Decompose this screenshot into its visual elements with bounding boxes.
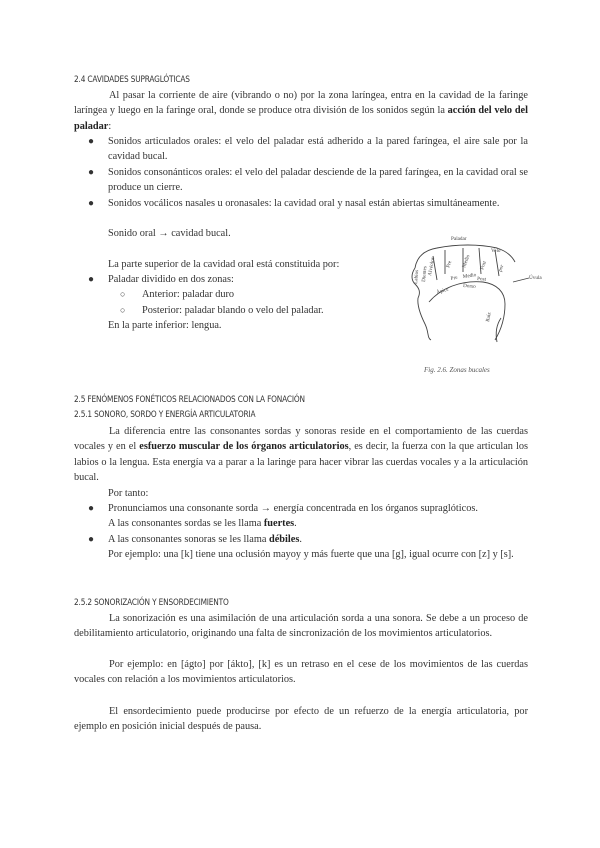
example-paragraph: Por ejemplo: en [ágto] por [ákto], [k] es un retraso en el cese de los movimientos de las cuerdas vocales con relación a los movimientos articulatorios. (74, 659, 528, 686)
energy-paragraph (74, 424, 528, 486)
section-heading-2-4: 2.4 CAVIDADES SUPRAGLÓTICAS (74, 75, 190, 85)
fuertes-bold: fuertes (263, 518, 295, 530)
intro-colon: : (108, 120, 112, 132)
bullet-icon: ● (88, 136, 95, 147)
list-item (74, 532, 562, 547)
section-heading-2-5: 2.5 FENÓMENOS FONÉTICOS RELACIONADOS CON LA FONACIÓN (74, 395, 305, 405)
oral-line: Sonido oral → cavidad bucal. (108, 228, 231, 239)
articulation-list (74, 134, 528, 211)
uvula-pointer (513, 278, 529, 282)
list-item-text: Sonidos vocálicos nasales u oronasales: la cavidad oral y nasal están abiertas simultáneamente. (108, 197, 500, 209)
sonorization-paragraph: La sonorización es una asimilación de una articulación sorda a una sonora. Se debe a un proceso de debilitamiento articulatorio, originando una falta de sincronización de los movimientos articulatorios. (74, 613, 528, 640)
sub-list-item (108, 287, 408, 302)
circle-bullet-icon: ○ (120, 304, 126, 315)
bullet-icon: ● (88, 197, 95, 209)
label-labios: Labios (413, 269, 421, 285)
intro-text: Al pasar la corriente de aire (vibrando o no) por la zona laríngea, entra en la cavidad de la faringe laríngea y luego en la faringe oral, donde se produce otra división de los sonidos según la (74, 90, 528, 117)
debiles-bold: débiles (269, 533, 300, 545)
energy-text: La diferencia entre las consonantes sordas y sonoras reside en el comportamiento de las cuerdas vocales y en el (74, 426, 528, 453)
sub-list-item-text: Anterior: paladar duro (142, 289, 235, 301)
list-item (74, 196, 528, 211)
lower-part-line: En la parte inferior: lengua. (108, 320, 222, 331)
label-por: por (497, 264, 506, 273)
list-item-text: Sonidos articulados orales: el velo del paladar está adherido a la pared faríngea, el aire sale por la cavidad bucal. (108, 136, 528, 163)
bullet-icon: ● (88, 503, 95, 514)
sub-list-item-text: Posterior: paladar blando o velo del paladar. (142, 304, 324, 316)
bullet-icon: ● (88, 274, 95, 285)
circle-bullet-icon: ○ (120, 289, 126, 300)
label-apice: Ápice (435, 286, 450, 296)
mouth-zones-diagram (405, 222, 545, 362)
list-item (74, 516, 562, 531)
sub-list-item (108, 303, 408, 318)
label-paladar: Paladar (451, 236, 467, 242)
lower-jaw-outline (418, 298, 431, 340)
devoicing-paragraph: El ensordecimiento puede producirse por efecto de un refuerzo de la energía articulatoria, por ejemplo en posición inicial después de pausa. (74, 706, 528, 733)
energy-bold: esfuerzo muscular de los órganos articulatorios (139, 441, 349, 453)
bullet-icon: ● (88, 533, 95, 545)
label-post-lengua: Post (476, 276, 487, 283)
por-tanto-line: Por tanto: (108, 488, 149, 499)
intro-paragraph (74, 88, 528, 134)
list-item (74, 165, 528, 196)
energy-text-end: , es decir, la fuerza con la que articulan los labios o la lengua. Esta energía va a parar a la laringe para hacer vibrar las cuerdas vocales y a la articulación bucal. (74, 441, 528, 484)
label-velo: Velo (491, 248, 501, 254)
list-item-text: Sonidos consonánticos orales: el velo del paladar desciende de la pared faríngea, en la cavidad oral se produce un cierre. (108, 166, 528, 194)
intro-bold: acción del velo del paladar (74, 105, 528, 132)
figure-caption: Fig. 2.6. Zonas bucales (424, 366, 490, 374)
label-dorso: Dorso (462, 283, 476, 290)
upper-part-line: La parte superior de la cavidad oral está constituida por: (108, 259, 340, 270)
label-uvula: Úvula (529, 275, 542, 281)
subsection-heading-2-5-2: 2.5.2 SONORIZACIÓN Y ENSORDECIMIENTO (74, 598, 229, 608)
debiles-text: A las consonantes sonoras se les llama (108, 533, 269, 545)
fuertes-text: A las consonantes sordas se les llama (108, 518, 264, 530)
label-pre-lengua: Pre (450, 274, 459, 282)
label-post: Post (479, 260, 488, 271)
bullet-icon: ● (88, 166, 95, 178)
list-item (74, 134, 528, 165)
label-pre: Pre (445, 260, 454, 269)
fuertes-period: . (294, 518, 297, 530)
label-alveolos: Alvéolos (427, 256, 437, 277)
example-text: Por ejemplo: una [k] tiene una oclusión mayoy y más fuerte que una [g], igual ocurre con [z] y [s]. (108, 549, 514, 561)
list-item (74, 272, 408, 318)
debiles-period: . (299, 533, 302, 545)
list-item (74, 547, 528, 562)
label-medio-lengua: Medio (462, 272, 477, 280)
label-raiz: Raíz (485, 311, 493, 323)
palate-list (74, 272, 408, 318)
subsection-heading-2-5-1: 2.5.1 SONORO, SORDO Y ENERGÍA ARTICULATORIA (74, 410, 256, 420)
list-item-text: Pronunciamos una consonante sorda → energía concentrada en los órganos supraglóticos. (108, 503, 478, 514)
list-item-text: Paladar dividido en dos zonas: (108, 274, 234, 285)
label-dientes: Dientes (421, 265, 429, 283)
consonant-list (74, 501, 562, 563)
list-item (74, 501, 562, 516)
label-medio: Medio (461, 253, 472, 269)
